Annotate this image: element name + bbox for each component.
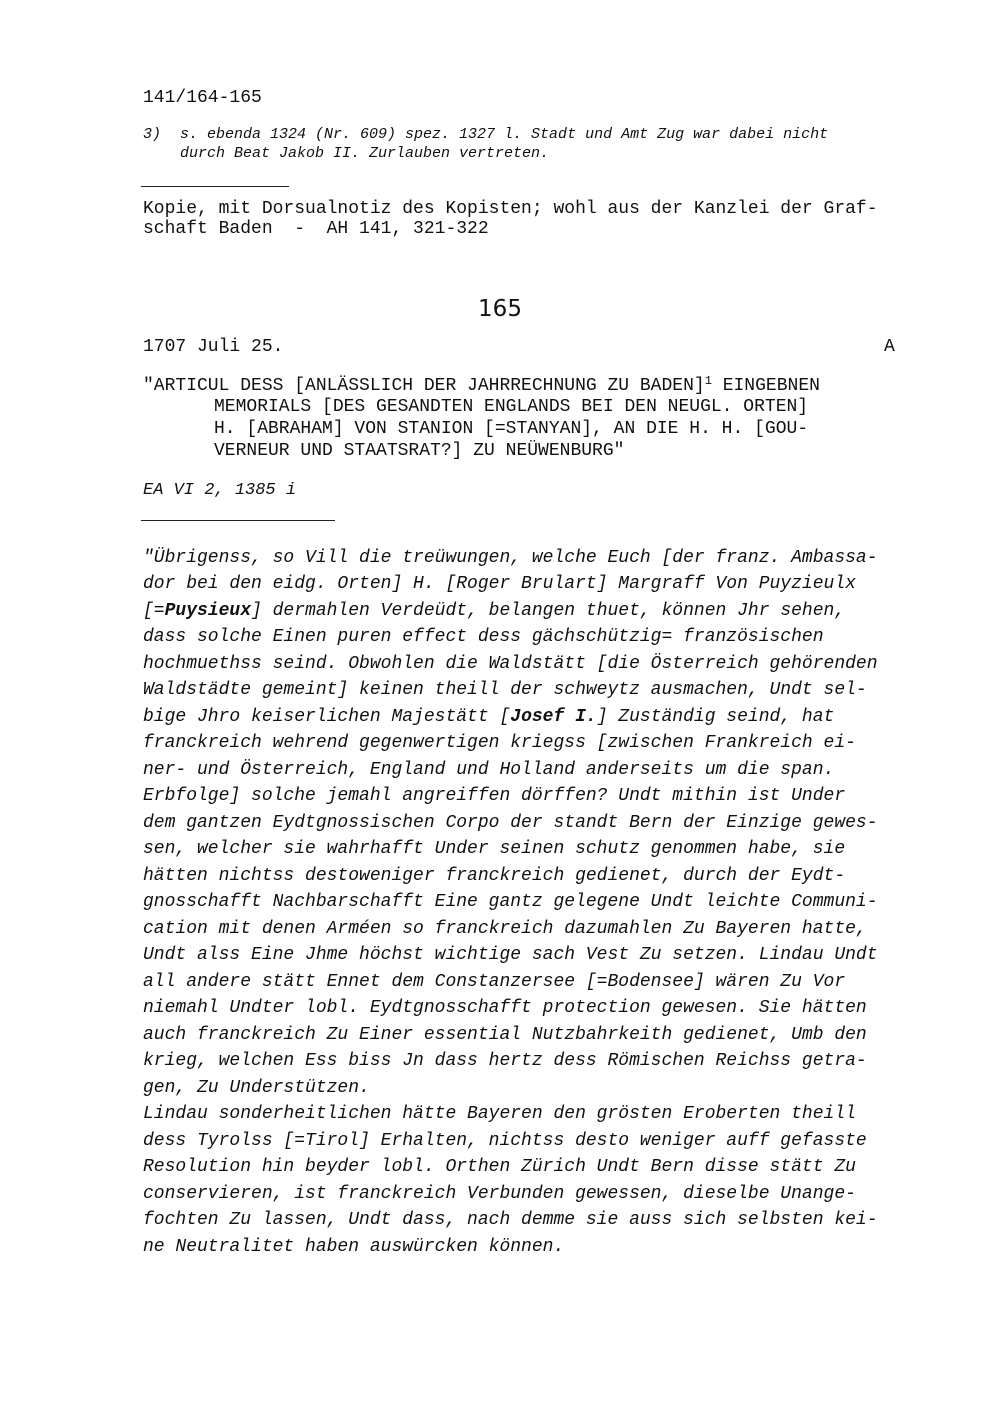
body-line-7-a: bige Jhro keiserlichen Majestätt [: [143, 707, 511, 727]
body-line-13: hätten nichtss destoweniger franckreich gedienet, durch der Eydt-: [143, 866, 846, 886]
title-line-1-a: "ARTICUL DESS [ANLÄSSLICH DER JAHRRECHNUNG ZU BADEN]: [143, 376, 705, 396]
provenance-line-1: Kopie, mit Dorsualnotiz des Kopisten; wohl aus der Kanzlei der Graf-: [143, 199, 878, 219]
body-line-5: hochmuethss seind. Obwohlen die Waldstätt [die Österreich gehörenden: [143, 654, 878, 674]
body-line-21: gen, Zu Understützen.: [143, 1078, 370, 1098]
body-line-8: franckreich wehrend gegenwertigen kriegss [zwischen Frankreich ei-: [143, 733, 856, 753]
body-line-19: auch franckreich Zu Einer essential Nutzbahrkeith gedienet, Umb den: [143, 1025, 867, 1045]
title-footnote-ref: 1: [704, 374, 712, 388]
provenance-line-2: schaft Baden - AH 141, 321-322: [143, 219, 489, 239]
document-date: 1707 Juli 25.: [143, 337, 284, 357]
page-reference: 141/164-165: [143, 88, 262, 108]
body-line-3-b: ] dermahlen Verdeüdt, belangen thuet, können Jhr sehen,: [251, 601, 846, 621]
body-line-14: gnosschafft Nachbarschafft Eine gantz gelegene Undt leichte Communi-: [143, 892, 878, 912]
body-line-3: [143, 601, 845, 621]
document-number: 165: [478, 296, 522, 322]
body-line-16: Undt alss Eine Jhme höchst wichtige sach Vest Zu setzen. Lindau Undt: [143, 945, 878, 965]
footnote-marker: 3): [143, 126, 162, 143]
footnote-line-1: s. ebenda 1324 (Nr. 609) spez. 1327 l. Stadt und Amt Zug war dabei nicht: [180, 126, 829, 143]
body-line-10: Erbfolge] solche jemahl angreiffen dörffen? Undt mithin ist Under: [143, 786, 846, 806]
body-line-2: dor bei den eidg. Orten] H. [Roger Brulart] Margraff Von Puyzieulx: [143, 574, 856, 594]
body-line-23: dess Tyrolss [=Tirol] Erhalten, nichtss desto weniger auff gefasste: [143, 1131, 867, 1151]
body-line-11: dem gantzen Eydtgnossischen Corpo der standt Bern der Einzige gewes-: [143, 813, 878, 833]
header-divider: [141, 520, 335, 521]
document-type-marker: A: [884, 337, 895, 357]
body-line-7-b: ] Zuständig seind, hat: [596, 707, 835, 727]
title-line-2: MEMORIALS [DES GESANDTEN ENGLANDS BEI DEN NEUGL. ORTEN]: [214, 397, 809, 417]
title-line-1-b: EINGEBNEN: [711, 376, 820, 396]
body-line-3-a: [=: [143, 601, 165, 621]
footnote-line-2: durch Beat Jakob II. Zurlauben vertreten.: [180, 145, 550, 162]
source-reference: EA VI 2, 1385 i: [143, 481, 297, 500]
body-line-9: ner- und Österreich, England und Holland anderseits um die span.: [143, 760, 835, 780]
body-line-26: fochten Zu lassen, Undt dass, nach demme sie auss sich selbsten kei-: [143, 1210, 878, 1230]
body-line-27: ne Neutralitet haben auswürcken können.: [143, 1237, 565, 1257]
body-line-12: sen, welcher sie wahrhafft Under seinen schutz genommen habe, sie: [143, 839, 846, 859]
title-line-1: [143, 374, 820, 396]
body-line-17: all andere stätt Ennet dem Constanzersee [=Bodensee] wären Zu Vor: [143, 972, 846, 992]
body-line-18: niemahl Undter lobl. Eydtgnosschafft protection gewesen. Sie hätten: [143, 998, 867, 1018]
footnote-divider: [141, 186, 289, 187]
title-line-4: VERNEUR UND STAATSRAT?] ZU NEÜWENBURG": [214, 441, 625, 461]
body-line-7: [143, 707, 834, 727]
body-line-4: dass solche Einen puren effect dess gächschützig= französischen: [143, 627, 824, 647]
body-line-6: Waldstädte gemeint] keinen theill der schweytz ausmachen, Undt sel-: [143, 680, 867, 700]
body-line-24: Resolution hin beyder lobl. Orthen Zürich Undt Bern disse stätt Zu: [143, 1157, 856, 1177]
body-line-1: "Übrigenss, so Vill die treüwungen, welche Euch [der franz. Ambassa-: [143, 548, 878, 568]
body-line-22: Lindau sonderheitlichen hätte Bayeren den grösten Eroberten theill: [143, 1104, 856, 1124]
body-line-25: conservieren, ist franckreich Verbunden gewessen, dieselbe Unange-: [143, 1184, 856, 1204]
body-line-3-bold: Puysieux: [164, 601, 252, 621]
body-line-15: cation mit denen Arméen so franckreich dazumahlen Zu Bayeren hatte,: [143, 919, 867, 939]
body-line-7-bold: Josef I.: [510, 707, 597, 727]
body-line-20: krieg, welchen Ess biss Jn dass hertz dess Römischen Reichss getra-: [143, 1051, 867, 1071]
title-line-3: H. [ABRAHAM] VON STANION [=STANYAN], AN DIE H. H. [GOU-: [214, 419, 809, 439]
